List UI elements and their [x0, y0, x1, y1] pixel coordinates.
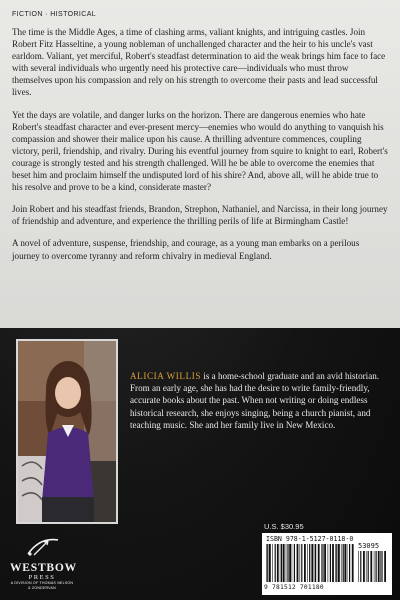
publisher-division: A DIVISION OF THOMAS NELSON [10, 581, 74, 585]
blurb-paragraph: Join Robert and his steadfast friends, Brandon, Strephon, Nathaniel, and Narcissa, in their long journey of friendship and adventure, and experience the thrilling perils of life at Birmingham Castle! [12, 204, 388, 227]
barcode-supplement-bars [358, 551, 388, 582]
blurb-paragraph: A novel of adventure, suspense, friendship, and courage, as a young man embarks on a perilous journey to overcome tyranny and reform chivalry in medieval England. [12, 238, 360, 261]
publisher-division-2: & ZONDERVAN [28, 585, 56, 590]
genre-label: FICTION · HISTORICAL [12, 11, 97, 18]
author-portrait-icon [18, 341, 116, 522]
author-section [0, 328, 400, 600]
barcode-bars [266, 544, 354, 582]
barcode-block [262, 533, 392, 595]
author-bio [130, 370, 392, 431]
price-label: U.S. $30.95 [264, 522, 304, 531]
publisher-logo [10, 535, 77, 597]
publisher-name-main: WESTBOW [10, 562, 77, 574]
publisher-name [10, 562, 77, 574]
blurb-text [12, 26, 388, 272]
author-name: ALICIA WILLIS [130, 371, 202, 381]
publisher-suffix: PRESS [28, 574, 56, 581]
blurb-paragraph: The time is the Middle Ages, a time of clashing arms, valiant knights, and intriguing castles. Join Robert Fitz Hasseltine, a young nobleman of unchallenged character and the heir to his uncle's vast earldom. Valiant, yet merciful, Robert's steadfast determination to aid the weak brings him face to face with several individuals who urgently need his protective care—individuals who must throw themselves upon his compassion and rely on his strength to overcome their pasts and lead successful lives. [12, 27, 386, 98]
westbow-logo-icon [22, 535, 62, 557]
barcode-supplement-number: 53095 [358, 542, 380, 550]
author-bio-text: is a home-school graduate and an avid historian. From an early age, she has had the desire to write family-friendly, accurate books about the past. When not writing or doing endless historical research, she enjoys singing, being a church pianist, and teaching music. She and her family live in New Mexico. [130, 371, 380, 430]
author-photo [16, 339, 118, 524]
ean-number: 9 781512 701180 [264, 584, 324, 591]
blurb-paragraph: Yet the days are volatile, and danger lurks on the horizon. There are dangerous enemies who hate Robert's steadfast character and ever-present mercy—enemies who would do anything to vanquish his compassion and shower their malice upon his cause. A thrilling adventure commences, coupling victory, peril, friendship, and rivalry. During his eventful journey from squire to knight to earl, Robert's courage is strongly tested and his strength challenged. Will he be able to overcome the enemies that beset him and proclaim himself the undisputed lord of his shire? And, above all, will he abide true to his resolve and prove to be a kind, considerate master? [12, 109, 388, 193]
isbn-text: ISBN 978-1-5127-0118-0 [266, 535, 354, 543]
